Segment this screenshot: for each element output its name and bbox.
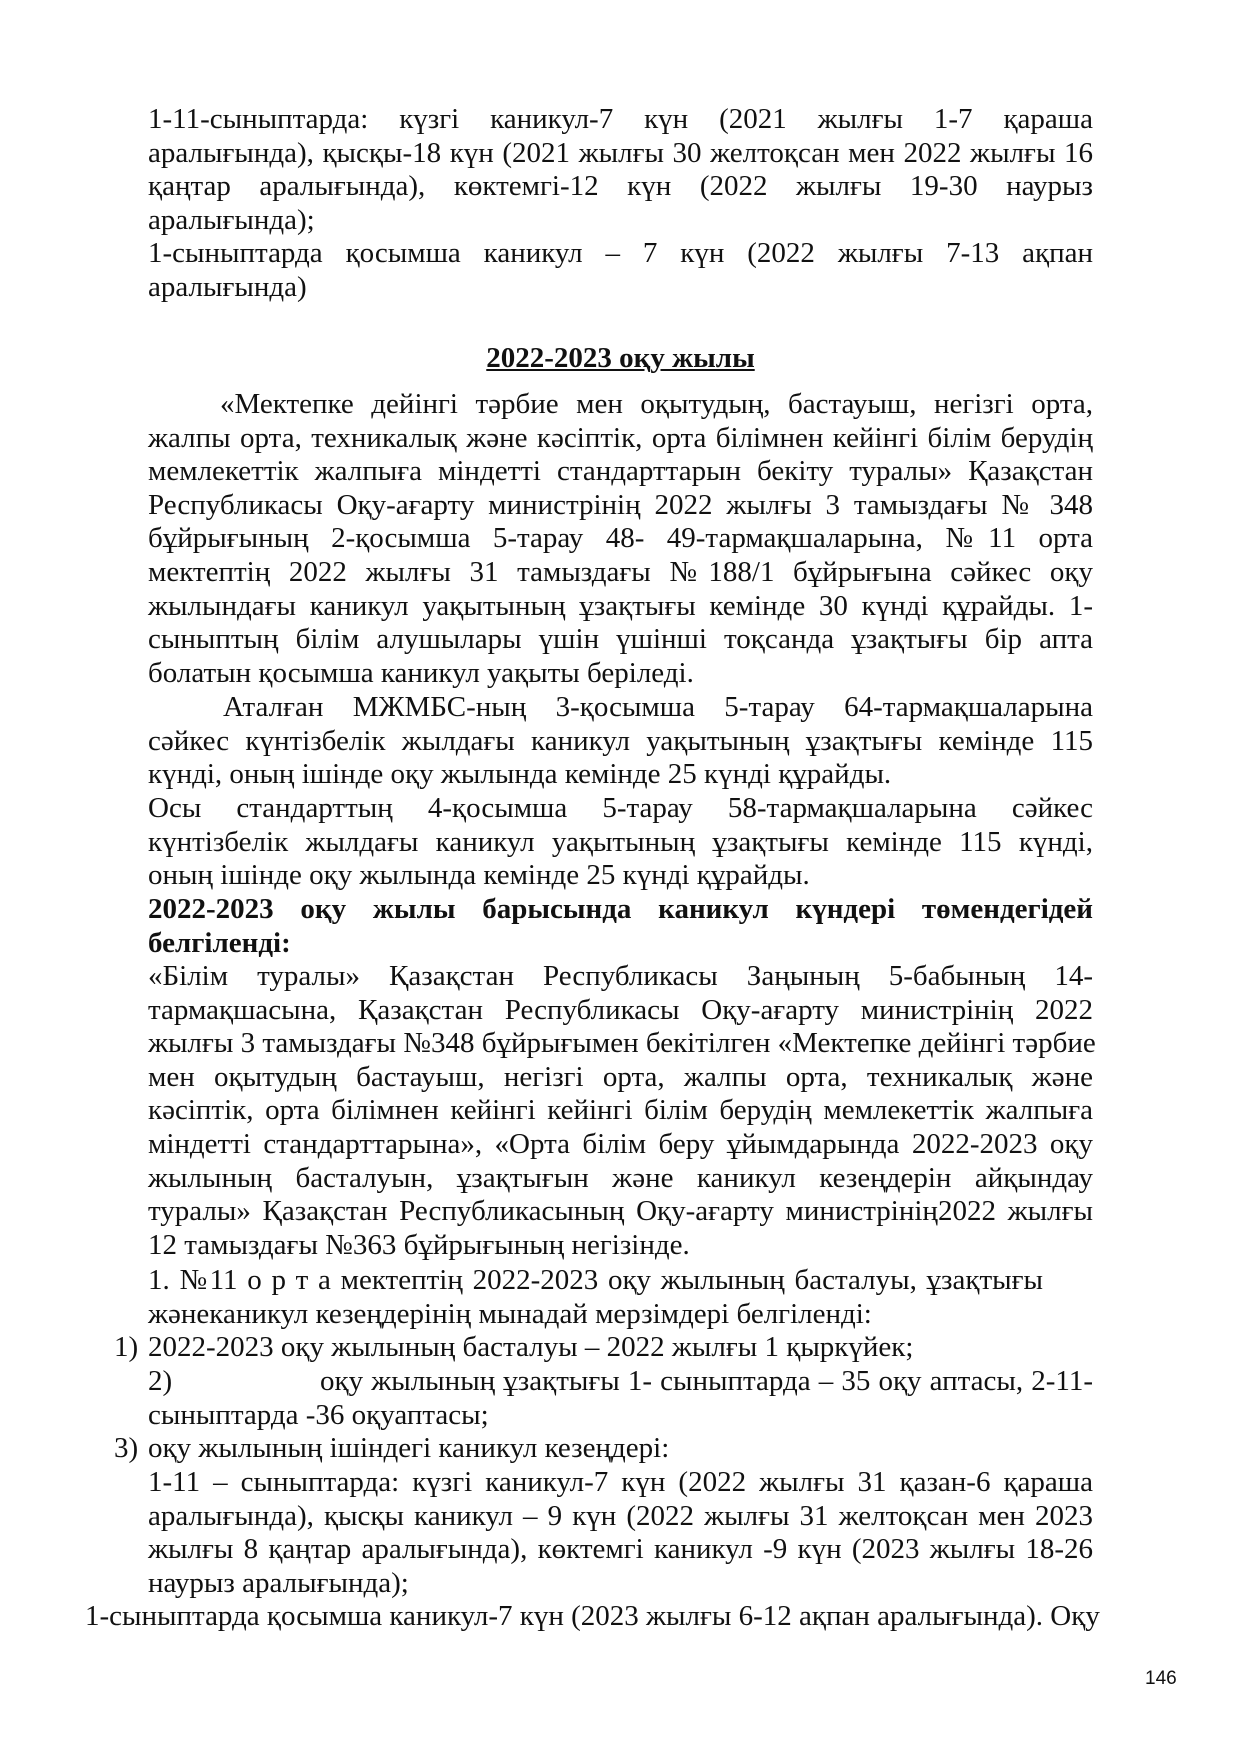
- text-line: сыныптың білім алушылары үшін үшінші тоқсанда ұзақтығы бір апта: [148, 623, 1093, 656]
- text-line: 1-11 – сыныптарда: күзгі каникул-7 күн (2022 жылғы 31 қазан-6 қараша: [148, 1466, 1093, 1498]
- text-line: жылғы 3 тамыздағы №348 бұйрығымен бекітілген «Мектепке дейінгі тәрбие: [148, 1027, 1096, 1060]
- text-line: міндетті стандарттарына», «Орта білім беру ұйымдарында 2022-2023 оқу: [148, 1127, 1093, 1160]
- closing-line: [85, 1600, 1100, 1634]
- text-line: [148, 1365, 1093, 1399]
- text-line: оқу жылының ішіндегі каникул кезеңдері:: [148, 1432, 670, 1464]
- text-line: белгіленді:: [148, 926, 291, 959]
- list-number: 2): [148, 1365, 173, 1397]
- text-line: 1-11-сыныптарда: күзгі каникул-7 күн (2021 жылғы 1-7 қараша: [148, 103, 1093, 135]
- paragraph-mzhmbs: [148, 691, 1093, 792]
- paragraph-standard-4: [148, 792, 1093, 893]
- text-line: күнтізбелік жылдағы каникул уақытының ұзақтығы кемінде 115 күнді,: [148, 825, 1093, 858]
- text-line: «Мектепке дейінгі тәрбие мен оқытудың, бастауыш, негізгі орта,: [220, 388, 1093, 420]
- text-line: мен оқытудың бастауыш, негізгі орта, жалпы орта, техникалық және: [148, 1060, 1093, 1093]
- text-line: Республикасы Оқу-ағарту министрінің 2022 жылғы 3 тамыздағы № 348: [148, 488, 1093, 521]
- text-line: оның ішінде оқу жылында кемінде 25 күнді құрайды.: [148, 859, 810, 892]
- list-text: оқу жылының ұзақтығы 1- сыныптарда – 35 оқу аптасы, 2-11-: [320, 1365, 1093, 1397]
- text-line: қаңтар аралығында), көктемгі-12 күн (2022 жылғы 19-30 наурыз: [148, 170, 1093, 203]
- paragraph-law: [148, 960, 1096, 1262]
- text-line: сыныптарда -36 оқуаптасы;: [148, 1398, 489, 1431]
- text-line: «Білім туралы» Қазақстан Республикасы Заңының 5-бабының 14-: [148, 960, 1093, 992]
- list-item: [148, 1432, 1093, 1466]
- text-line: бұйрығының 2-қосымша 5-тарау 48- 49-тармақшаларына, №11 орта: [148, 522, 1093, 555]
- text-line: 12 тамыздағы №363 бұйрығының негізінде.: [148, 1228, 690, 1261]
- list-item: [148, 1331, 1093, 1365]
- text-line: мемлекеттік жалпыға міндетті стандарттарын бекіту туралы» Қазақстан: [148, 455, 1093, 488]
- text-line: аралығында), қысқы каникул – 9 күн (2022 жылғы 31 желтоқсан мен 2023: [148, 1499, 1093, 1532]
- text-line: сәйкес күнтізбелік жылдағы каникул уақытының ұзақтығы кемінде 115: [148, 724, 1093, 757]
- text-line: 1. №11 о р т а мектептің 2022-2023 оқу жылының басталуы, ұзақтығы: [148, 1264, 1043, 1296]
- item-one: [148, 1264, 1043, 1331]
- list-item: [148, 1365, 1093, 1432]
- text-line: тармақшасына, Қазақстан Республикасы Оқу-ағарту министрінің 2022: [148, 993, 1093, 1026]
- text-line: мектептің 2022 жылғы 31 тамыздағы №188/1 бұйрығына сәйкес оқу: [148, 555, 1093, 588]
- text-line: наурыз аралығында);: [148, 1566, 409, 1599]
- text-line: 2022-2023 оқу жылы барысында каникул күндері төмендегідей: [148, 893, 1093, 925]
- bold-statement: [148, 893, 1093, 960]
- text-line: жылының басталуын, ұзақтығын және каникул кезеңдерін айқындау: [148, 1161, 1093, 1194]
- section-heading: 2022-2023 оқу жылы: [486, 342, 755, 374]
- text-line: 2022-2023 оқу жылының басталуы – 2022 жылғы 1 қыркүйек;: [148, 1331, 914, 1363]
- text-line: жылғы 8 қаңтар аралығында), көктемгі каникул -9 күн (2023 жылғы 18-26: [148, 1533, 1093, 1566]
- text-line: Аталған МЖМБС-ның 3-қосымша 5-тарау 64-тармақшаларына: [223, 691, 1093, 723]
- text-line: 1-сыныптарда қосымша каникул-7 күн (2023 жылғы 6-12 ақпан аралығында). Оқу: [85, 1600, 1100, 1632]
- text-line: жалпы орта, техникалық және кәсіптік, орта білімнен кейінгі білім берудің: [148, 421, 1093, 454]
- text-line: болатын қосымша каникул уақыты беріледі.: [148, 656, 694, 689]
- text-line: күнді, оның ішінде оқу жылында кемінде 25 күнді құрайды.: [148, 758, 892, 791]
- page-number: 146: [1145, 1668, 1177, 1689]
- text-line: туралы» Қазақстан Республикасының Оқу-ағарту министрінің2022 жылғы: [148, 1195, 1093, 1228]
- text-line: аралығында), қысқы-18 күн (2021 жылғы 30 желтоқсан мен 2022 жылғы 16: [148, 136, 1093, 169]
- text-line: жылындағы каникул уақытының ұзақтығы кемінде 30 күнді құрайды. 1-: [148, 589, 1093, 622]
- text-line: Осы стандарттың 4-қосымша 5-тарау 58-тармақшаларына сәйкес: [148, 792, 1093, 824]
- text-line: 1-сыныптарда қосымша каникул – 7 күн (2022 жылғы 7-13 ақпан: [148, 237, 1093, 270]
- text-line: кәсіптік, орта білімнен кейінгі кейінгі білім берудің мемлекеттік жалпыға: [148, 1094, 1093, 1127]
- text-line: аралығында): [148, 270, 307, 303]
- vacation-2021-2022-block: [148, 103, 1093, 305]
- list-number: 1): [114, 1331, 139, 1363]
- paragraph-standards: [148, 388, 1093, 690]
- text-line: жәнеканикул кезеңдерінің мынадай мерзімдері белгіленді:: [148, 1297, 872, 1330]
- list-number: 3): [114, 1432, 139, 1464]
- text-line: аралығында);: [148, 203, 315, 236]
- paragraph-vacations-2022-2023: [148, 1466, 1093, 1600]
